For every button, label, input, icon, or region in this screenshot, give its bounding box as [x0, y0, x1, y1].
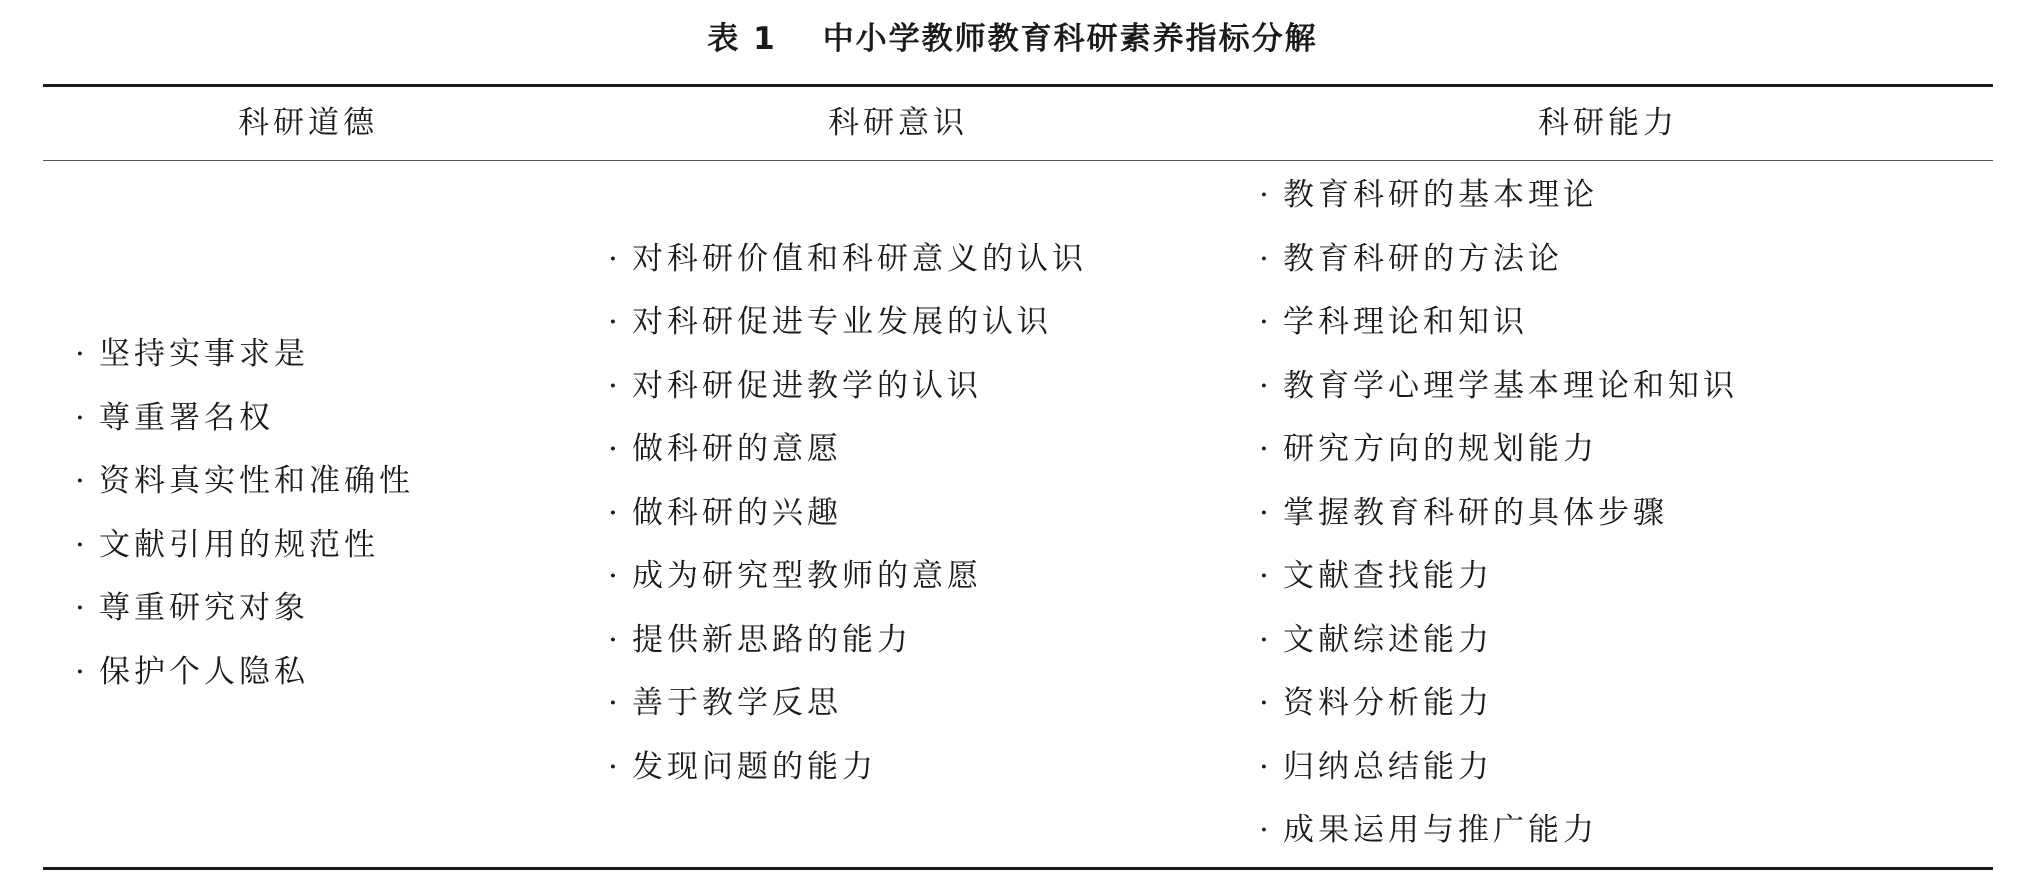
list-item: · 文献综述能力	[1259, 621, 1493, 658]
table-title: 中小学教师教育科研素养指标分解	[822, 21, 1318, 57]
list-item: · 研究方向的规划能力	[1259, 431, 1598, 468]
list-item: · 学科理论和知识	[1259, 304, 1528, 341]
list-item: · 成果运用与推广能力	[1259, 812, 1598, 849]
list-item: · 尊重研究对象	[75, 590, 309, 626]
list-item: · 对科研促进教学的认识	[608, 367, 982, 404]
list-item: · 对科研促进专业发展的认识	[608, 304, 1052, 341]
list-item: · 文献引用的规范性	[75, 526, 379, 563]
list-item: · 做科研的意愿	[608, 431, 842, 468]
list-item: · 归纳总结能力	[1259, 748, 1493, 785]
list-item: · 教育科研的基本理论	[1259, 177, 1598, 214]
list-item: · 资料真实性和准确性	[75, 463, 414, 499]
list-item: · 资料分析能力	[1259, 685, 1493, 722]
list-item: · 文献查找能力	[1259, 558, 1493, 595]
bottom-rule	[43, 867, 1993, 870]
column-header-ability: 科研能力	[1538, 105, 1678, 141]
list-item: · 提供新思路的能力	[608, 621, 912, 658]
column-awareness	[608, 161, 1087, 866]
list-item: · 做科研的兴趣	[608, 494, 842, 531]
table-caption	[0, 14, 2025, 64]
table-number: 表 1	[707, 21, 777, 57]
list-item: · 善于教学反思	[608, 685, 842, 722]
list-item: · 对科研价值和科研意义的认识	[608, 240, 1087, 277]
list-item: · 教育科研的方法论	[1259, 240, 1563, 277]
column-header-awareness: 科研意识	[828, 105, 968, 141]
list-item: · 掌握教育科研的具体步骤	[1259, 494, 1668, 531]
list-item: · 发现问题的能力	[608, 748, 877, 785]
list-item: · 坚持实事求是	[75, 336, 309, 372]
column-header-ethics: 科研道德	[238, 105, 378, 141]
column-ethics	[75, 161, 414, 866]
column-ability	[1259, 161, 1738, 866]
list-item: · 成为研究型教师的意愿	[608, 558, 982, 595]
list-item: · 尊重署名权	[75, 399, 274, 436]
list-item: · 保护个人隐私	[75, 653, 309, 690]
list-item: · 教育学心理学基本理论和知识	[1259, 367, 1738, 404]
top-rule	[43, 84, 1993, 87]
